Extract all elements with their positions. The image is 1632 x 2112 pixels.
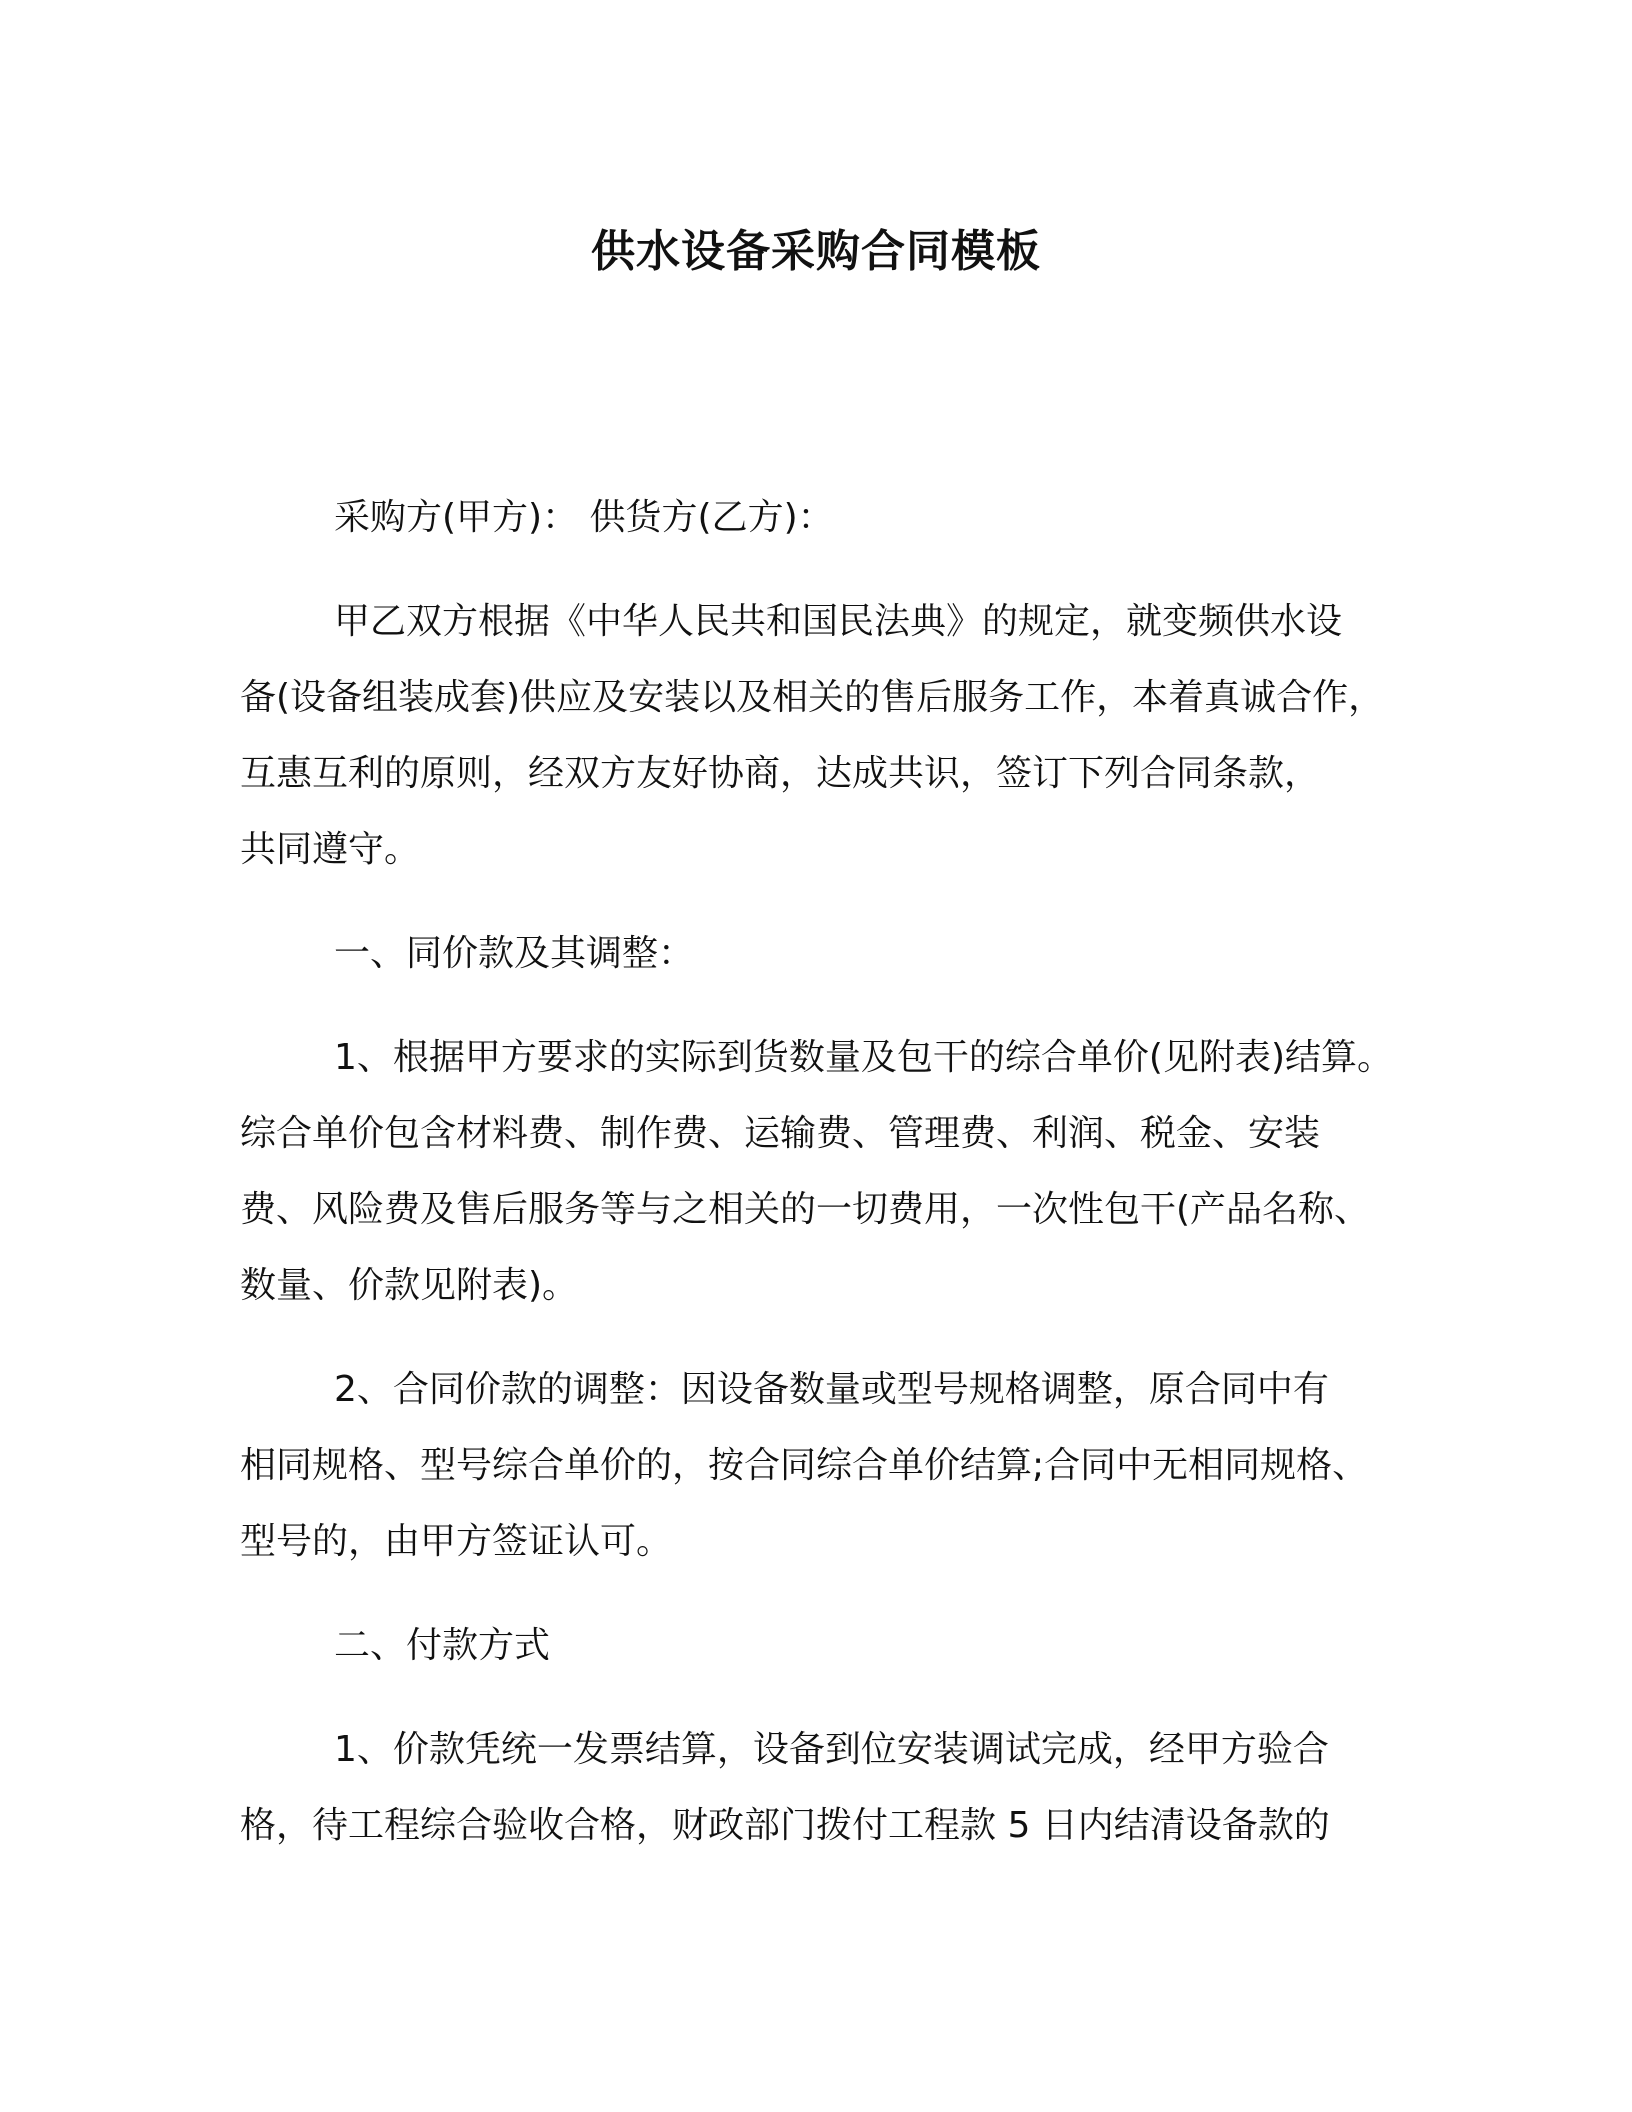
parties-line: 采购方(甲方)： 供货方(乙方)： [334, 497, 834, 538]
paragraph-line: 相同规格、型号综合单价的，按合同综合单价结算;合同中无相同规格、 [240, 1445, 1369, 1486]
paragraph-line: 备(设备组装成套)供应及安装以及相关的售后服务工作，本着真诚合作， [240, 677, 1385, 718]
document-title: 供水设备采购合同模板 [591, 226, 1041, 277]
paragraph-line: 型号的，由甲方签证认可。 [240, 1521, 673, 1562]
paragraph-line: 数量、价款见附表)。 [240, 1265, 579, 1306]
paragraph-line: 1、价款凭统一发票结算，设备到位安装调试完成，经甲方验合 [334, 1729, 1329, 1770]
paragraph-line: 综合单价包含材料费、制作费、运输费、管理费、利润、税金、安装 [240, 1113, 1321, 1154]
paragraph-line: 共同遵守。 [240, 829, 421, 870]
section-heading: 二、付款方式 [334, 1625, 551, 1666]
paragraph-line: 互惠互利的原则，经双方友好协商，达成共识，签订下列合同条款， [240, 753, 1321, 794]
paragraph-line: 甲乙双方根据《中华人民共和国民法典》的规定，就变频供水设 [334, 601, 1343, 642]
paragraph-line: 1、根据甲方要求的实际到货数量及包干的综合单价(见附表)结算。 [334, 1037, 1393, 1078]
paragraph-line: 费、风险费及售后服务等与之相关的一切费用，一次性包干(产品名称、 [240, 1189, 1371, 1230]
section-heading: 一、同价款及其调整： [334, 933, 695, 974]
paragraph-line: 2、合同价款的调整：因设备数量或型号规格调整，原合同中有 [334, 1369, 1329, 1410]
paragraph-line: 格，待工程综合验收合格，财政部门拨付工程款 5 日内结清设备款的 [240, 1805, 1330, 1846]
